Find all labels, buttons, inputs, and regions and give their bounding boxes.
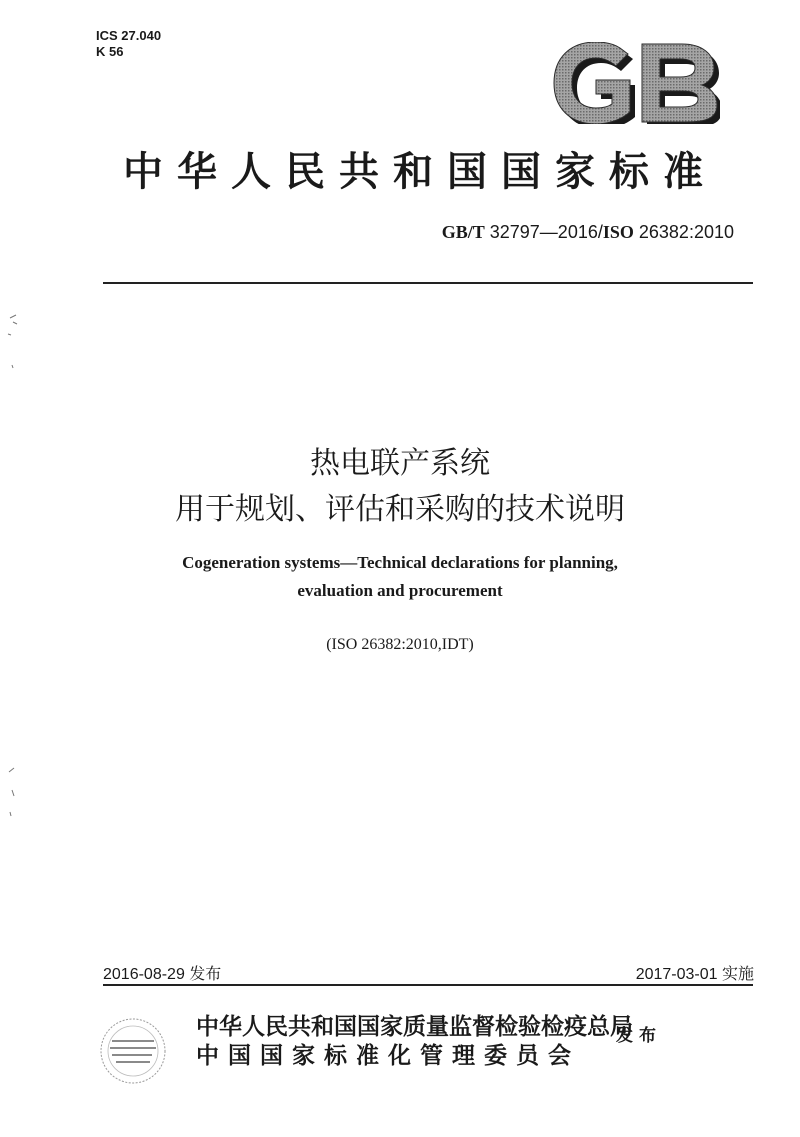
publish-date: 2016-08-29 发布 — [103, 966, 222, 983]
implement-date: 2017-03-01 实施 — [635, 966, 754, 983]
top-divider — [103, 282, 753, 284]
ics-code: ICS 27.040 — [96, 28, 162, 43]
ccs-code: K 56 — [96, 44, 124, 59]
standard-number — [442, 222, 734, 243]
title-en-line1: Cogeneration systems—Technical declarations for planning, — [182, 553, 618, 572]
publish-label: 发布 — [616, 1026, 662, 1046]
gb-logo — [550, 42, 720, 124]
title-zh-line2: 用于规划、评估和采购的技术说明 — [175, 492, 625, 527]
standard-prefix: GB/T — [441, 222, 485, 242]
main-title: 中华人民共和国国家标准 — [123, 148, 717, 195]
issuer-line1: 中华人民共和国国家质量监督检验检疫总局 — [196, 1013, 633, 1040]
title-en-line2: evaluation and procurement — [297, 581, 503, 600]
bottom-divider — [103, 984, 753, 986]
standard-number-value: 32797—2016/ — [484, 222, 603, 242]
title-zh-line1: 热电联产系统 — [310, 446, 490, 481]
iso-reference: (ISO 26382:2010,IDT) — [326, 636, 474, 653]
classification-codes — [96, 28, 161, 60]
anti-counterfeit-seal-icon — [98, 1016, 168, 1086]
iso-number-value: 26382:2010 — [633, 222, 734, 242]
iso-prefix: ISO — [602, 222, 634, 242]
issuer-line2: 中国国家标准化管理委员会 — [196, 1042, 580, 1069]
